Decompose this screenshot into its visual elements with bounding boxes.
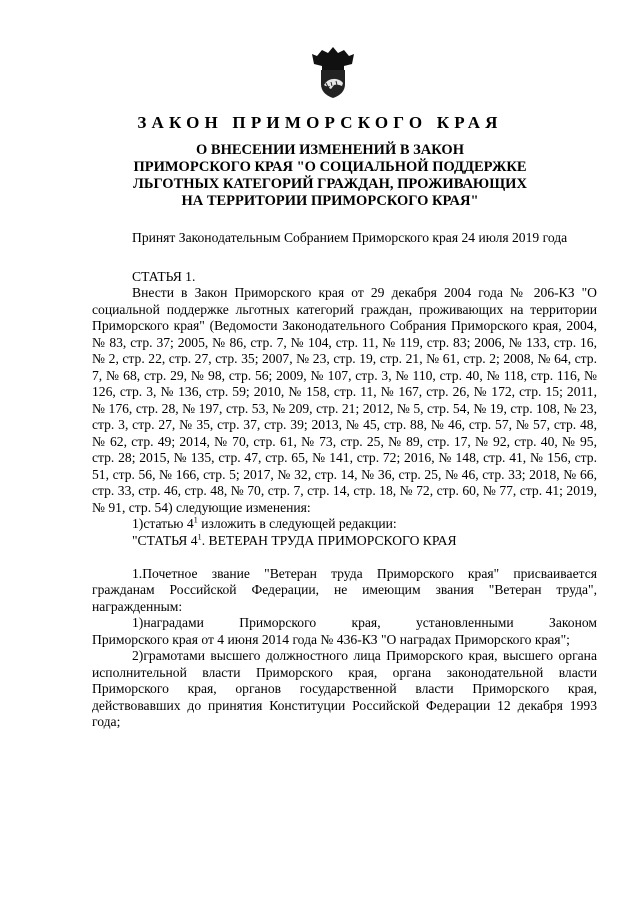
article-4-1-heading <box>92 530 597 550</box>
subtitle-line: НА ТЕРРИТОРИИ ПРИМОРСКОГО КРАЯ" <box>181 193 479 209</box>
amendment-item-1 <box>92 516 597 533</box>
law-title: ЗАКОН ПРИМОРСКОГО КРАЯ <box>137 113 503 132</box>
article-1-text: Внести в Закон Приморского края от 29 декабря 2004 года № 206-КЗ "О социальной поддержке льготных категорий граждан, проживающих на территории Приморского края" (Ведомости Законодательного Собрания Приморского края, 2004, № 83, стр. 37; 2005, № 86, стр. 7, № 104, стр. 11, № 119, стр. 83; 2006, № 133, стр. 16, № 2, стр. 22, стр. 27, стр. 35; 2007, № 23, стр. 19, стр. 21, № 61, стр. 2; 2008, № 64, стр. 7, № 68, стр. 29, № 98, стр. 56; 2009, № 107, стр. 3, № 110, стр. 40, № 118, стр. 116, № 126, стр. 3, № 136, стр. 59; 2010, № 158, стр. 11, № 167, стр. 26, № 172, стр. 15; 2011, № 176, стр. 28, № 197, стр. 53, № 209, стр. 21; 2012, № 5, стр. 54, № 19, стр. 108, № 23, стр. 3, стр. 27, № 35, стр. 37, стр. 39; 2013, № 45, стр. 88, № 46, стр. 57, № 57, стр. 48, № 62, стр. 49; 2014, № 70, стр. 61, № 73, стр. 25, № 89, стр. 17, № 92, стр. 40, № 95, стр. 28; 2015, № 135, стр. 47, стр. 65, № 141, стр. 72; 2016, № 148, стр. 41, № 156, стр. 51, стр. 56, № 166, стр. 5; 2017, № 32, стр. 14, № 36, стр. 25, № 46, стр. 33; 2018, № 66, стр. 33, стр. 46, стр. 48, № 70, стр. 7, стр. 14, стр. 18, № 72, стр. 60, № 77, стр. 41; 2019, № 91, стр. 54) следующие изменения: <box>92 285 597 515</box>
item-text: изложить в следующей редакции: <box>197 516 397 531</box>
subpoint-1-first-line: 1)наградами Приморского края, установленными Законом <box>132 615 597 630</box>
subtitle-line: ЛЬГОТНЫХ КАТЕГОРИЙ ГРАЖДАН, ПРОЖИВАЮЩИХ <box>133 176 527 192</box>
superscript: 1 <box>197 530 202 541</box>
document-body <box>92 230 597 731</box>
heading-text: "СТАТЬЯ 4 <box>132 532 198 548</box>
subpoint-1-rest: Приморского края от 4 июня 2014 года № 436-КЗ "О наградах Приморского края"; <box>92 631 570 647</box>
law-subtitle <box>95 142 565 210</box>
superscript: 1 <box>193 514 198 525</box>
subpoint-2-text: 2)грамотами высшего должностного лица Приморского края, высшего органа исполнительной власти Приморского края, органа законодательной власти Приморского края, органов государственной власти Приморского края, действовавших до принятия Конституции Российской Федерации 12 декабря 1993 года; <box>92 648 597 729</box>
coat-of-arms-emblem <box>309 44 357 100</box>
heading-text: . ВЕТЕРАН ТРУДА ПРИМОРСКОГО КРАЯ <box>201 532 457 548</box>
item-text: 1)статью 4 <box>132 516 194 531</box>
adoption-note: Принят Законодательным Собранием Приморского края 24 июля 2019 года <box>132 230 568 245</box>
article-heading: СТАТЬЯ 1. <box>132 268 196 284</box>
subtitle-line: ПРИМОРСКОГО КРАЯ "О СОЦИАЛЬНОЙ ПОДДЕРЖКЕ <box>133 159 527 175</box>
point-1-text: 1.Почетное звание "Ветеран труда Приморского края" присваивается гражданам Российской Федерации, не имеющим звания "Ветеран труда", награжденным: <box>92 565 597 614</box>
subtitle-line: О ВНЕСЕНИИ ИЗМЕНЕНИЙ В ЗАКОН <box>196 142 464 158</box>
